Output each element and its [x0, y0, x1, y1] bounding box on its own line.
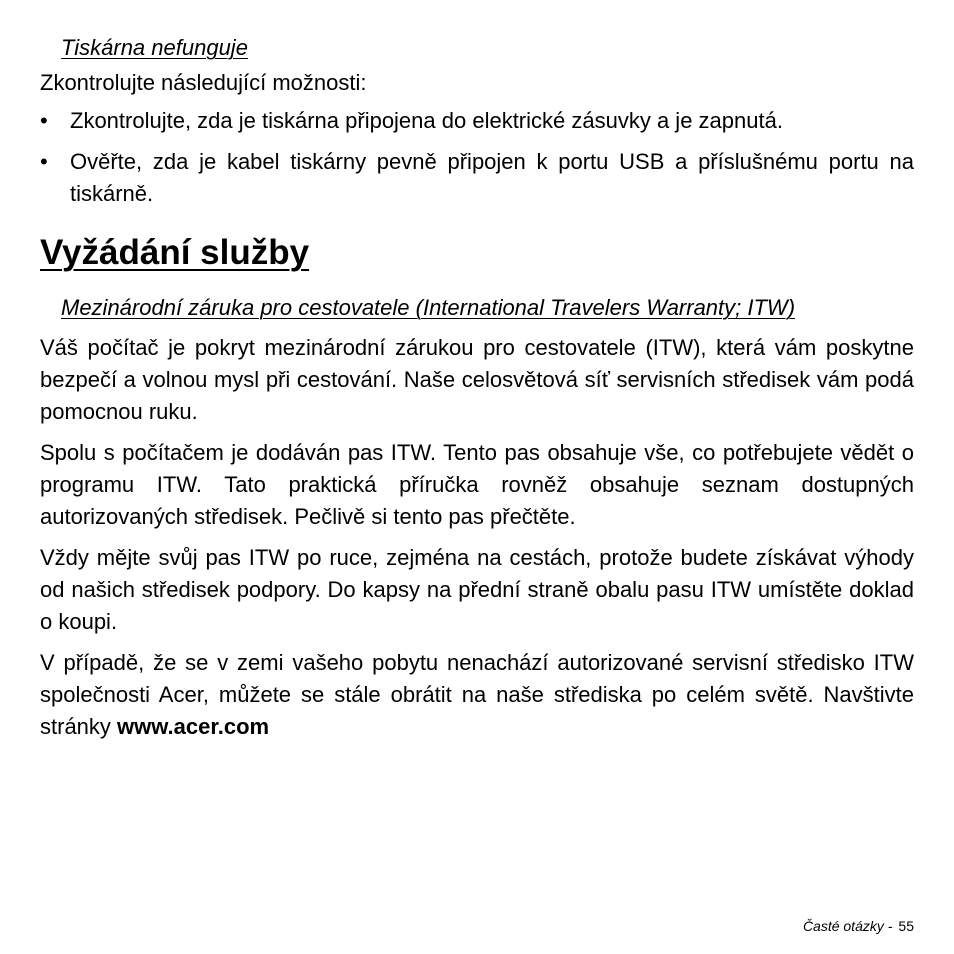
paragraph-with-link	[40, 647, 914, 743]
subheading-printer-not-working: Tiskárna nefunguje	[61, 35, 248, 60]
list-item-text: Ověřte, zda je kabel tiskárny pevně připojen k portu USB a příslušnému portu na tiskárně.	[70, 149, 914, 206]
bullet-icon: •	[40, 149, 48, 174]
subheading-travelers-warranty: Mezinárodní záruka pro cestovatele (International Travelers Warranty; ITW)	[61, 295, 796, 320]
paragraph: Vždy mějte svůj pas ITW po ruce, zejména na cestách, protože budete získávat výhody od našich středisek podpory. Do kapsy na přední straně obalu pasu ITW umístěte doklad o koupi.	[40, 545, 914, 634]
list-item	[40, 146, 914, 210]
section-heading: Vyžádání služby	[40, 233, 310, 272]
paragraph: Váš počítač je pokryt mezinárodní zárukou pro cestovatele (ITW), která vám poskytne bezpečí a volnou mysl při cestování. Naše celosvětová síť servisních středisek vám podá pomocnou ruku.	[40, 335, 914, 424]
bullet-icon: •	[40, 108, 48, 133]
paragraph: Spolu s počítačem je dodáván pas ITW. Tento pas obsahuje vše, co potřebujete vědět o programu ITW. Tato praktická příručka rovněž obsahuje seznam dostupných autorizovaných středisek. Pečlivě si tento pas přečtěte.	[40, 440, 914, 529]
check-list	[40, 105, 914, 210]
paragraph-text: V případě, že se v zemi vašeho pobytu nenachází autorizované servisní středisko ITW společnosti Acer, můžete se stále obrátit na naše střediska po celém světě. Navštivte stránky	[40, 650, 914, 739]
acer-website-link[interactable]: www.acer.com	[117, 714, 270, 739]
footer-label: Časté otázky -	[802, 918, 893, 934]
list-item-text: Zkontrolujte, zda je tiskárna připojena do elektrické zásuvky a je zapnutá.	[70, 108, 783, 133]
page-footer	[803, 916, 914, 936]
list-item	[40, 105, 914, 137]
page-number: 55	[898, 918, 914, 934]
intro-text: Zkontrolujte následující možnosti:	[40, 70, 367, 95]
document-page	[40, 0, 914, 743]
